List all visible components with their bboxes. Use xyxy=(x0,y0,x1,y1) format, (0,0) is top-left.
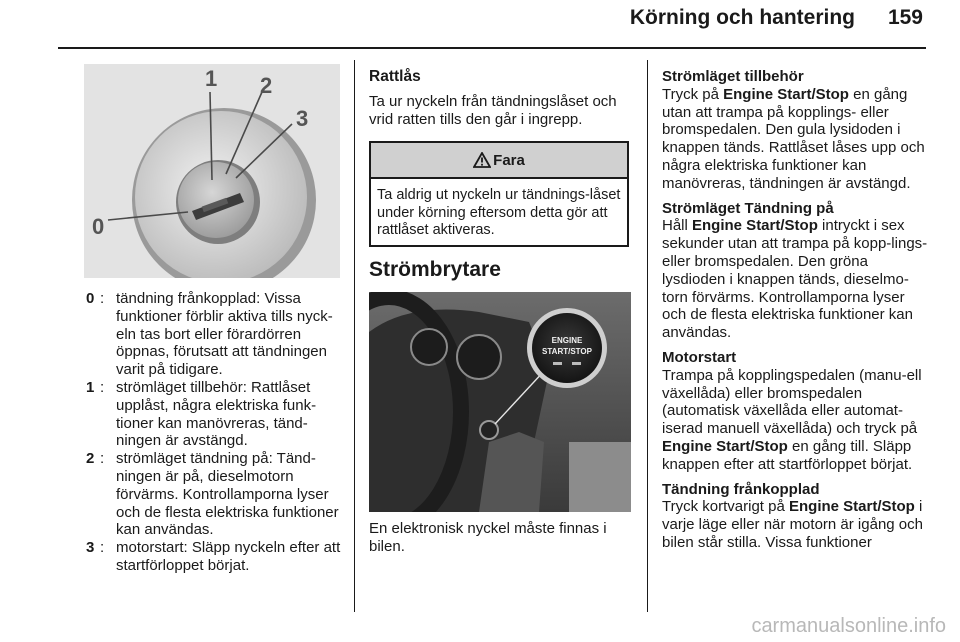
tandning-heading: Strömläget Tändning på xyxy=(662,199,834,217)
rattlas-text: Ta ur nyckeln från tändningslåset och vrid ratten tills den går i ingrepp. xyxy=(369,92,617,128)
center-console xyxy=(479,432,544,512)
right-column xyxy=(662,68,928,552)
label-2: 2 xyxy=(260,73,273,98)
tillbehor-heading: Strömläget tillbehör xyxy=(662,68,804,85)
motorstart-text: Trampa på kopplingspedalen (manu-ell växellåda) eller bromspedalen (automatisk växellåda eller automat-iserad manuell växellåda) och tryck på Engine Start/Stop en gång till. Släpp knappen efter att startförloppet börjat. xyxy=(662,366,922,473)
gauge-left xyxy=(457,335,501,379)
strombrytare-caption: En elektronisk nyckel måste finnas i bilen. xyxy=(369,520,607,555)
gauge-small xyxy=(411,329,447,365)
strombrytare-heading: Strömbrytare xyxy=(369,258,501,281)
warning-text: Ta aldrig ut nyckeln ur tändnings-låset under körning eftersom detta gör att rattlåset aktiveras. xyxy=(377,187,621,238)
legend-item xyxy=(86,539,350,575)
franko-text: Tryck kortvarigt på Engine Start/Stop i varje läge eller när motorn är igång och bilen står stilla. Vissa funktioner xyxy=(662,498,923,551)
franko-heading: Tändning frånkopplad xyxy=(662,480,820,498)
legend-text: motorstart: Släpp nyckeln efter att startförloppet börjat. xyxy=(116,539,341,574)
legend-item xyxy=(86,379,350,450)
button-text-engine: ENGINE xyxy=(551,336,583,345)
button-text-start-stop: START/STOP xyxy=(542,347,592,356)
section-title: Körning och hantering xyxy=(629,6,855,29)
legend-colon: : xyxy=(100,378,105,396)
legend-list xyxy=(86,290,350,575)
legend-number: 1 xyxy=(86,378,95,396)
legend-item xyxy=(86,290,350,379)
legend-item xyxy=(86,450,350,539)
page-number: 159 xyxy=(887,6,923,29)
legend-number: 3 xyxy=(86,539,95,557)
dashboard-photo xyxy=(369,292,631,512)
label-1: 1 xyxy=(205,66,218,91)
ignition-lock-figure xyxy=(84,64,340,278)
header-rule xyxy=(58,47,926,49)
legend-colon: : xyxy=(100,539,105,557)
led-left xyxy=(553,362,562,365)
warning-triangle-icon xyxy=(473,152,491,168)
legend-number: 0 xyxy=(86,290,95,307)
legend-text: strömläget tillbehör: Rattlåset upplåst, några elektriska funk-tioner kan manövreras, tänd-ningen är avstängd. xyxy=(116,378,317,450)
tillbehor-text: Tryck på Engine Start/Stop en gång utan att trampa på kopplings- eller bromspedalen. Den gula lysidoden i knappen tänds. Rattlåset låses upp och några elektriska funktioner kan manövreras, tändningen är avstängd. xyxy=(662,85,925,192)
watermark: carmanualsonline.info xyxy=(751,615,946,637)
legend-colon: : xyxy=(100,290,105,307)
column-divider-right xyxy=(647,60,648,612)
door-panel xyxy=(569,442,631,512)
legend-colon: : xyxy=(100,450,105,468)
legend-text: tändning frånkopplad: Vissa funktioner förblir aktiva tills nyck-eln tas bort eller förardörren öppnas, förutsatt att tändningen varit på tidigare. xyxy=(116,290,333,379)
led-right xyxy=(572,362,581,365)
label-3: 3 xyxy=(296,106,309,131)
label-0: 0 xyxy=(92,214,105,239)
column-divider-left xyxy=(354,60,355,612)
tandning-text: Håll Engine Start/Stop intryckt i sex sekunder utan att trampa på kopp-lings- eller bromspedalen. Den gröna lysdioden i knappen tänds, dieselmo-torn förvärms. Kontrollamporna lyser och de flesta elektriska funktioner kan användas. xyxy=(662,217,928,342)
warning-header xyxy=(371,143,627,179)
rattlas-section xyxy=(369,68,637,128)
rattlas-heading: Rattlås xyxy=(369,68,421,85)
warning-box xyxy=(369,141,629,247)
legend-number: 2 xyxy=(86,450,95,468)
warning-title: Fara xyxy=(493,151,525,169)
legend-text: strömläget tändning på: Tänd-ningen är på, dieselmotorn förvärms. Kontrollamporna lyser och de flesta elektriska funktioner kan användas. xyxy=(116,450,339,539)
motorstart-heading: Motorstart xyxy=(662,348,737,366)
